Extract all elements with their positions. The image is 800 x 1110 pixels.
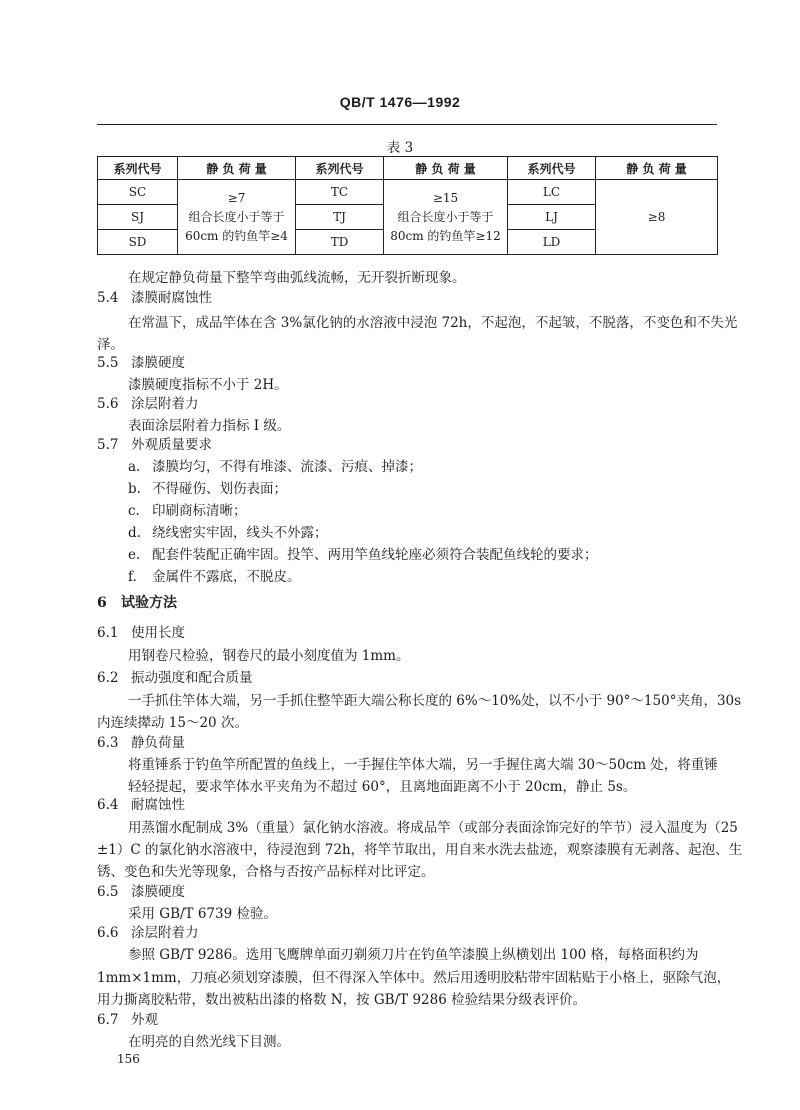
table-caption: 表 3 [386, 140, 414, 156]
section-heading [97, 621, 185, 641]
section-heading [97, 793, 185, 813]
body-line [128, 902, 277, 922]
section-number: a. [128, 459, 141, 475]
section-number: 6.5 [97, 884, 119, 900]
body-line [128, 943, 699, 963]
line-text: 不得碰伤、划伤表面； [152, 481, 287, 497]
line-text: 用钢卷尺检验，钢卷尺的最小刻度值为 1mm。 [128, 648, 410, 664]
line-text: 在明亮的自然光线下目测。 [128, 1034, 290, 1050]
section-number: e. [128, 547, 141, 563]
section-heading [97, 921, 199, 941]
col-header-load-1: 静 负 荷 量 [178, 157, 296, 180]
line-text: 配套件装配正确牢固。投竿、两用竿鱼线轮座必须符合装配鱼线轮的要求； [152, 547, 598, 563]
load-note-line: 组合长度小于等于 [397, 209, 494, 224]
line-text: 漆膜硬度 [131, 884, 185, 900]
code-cell: SJ [98, 205, 178, 230]
line-text: 涂层附着力 [131, 925, 199, 941]
body-line [128, 753, 718, 773]
code-cell: LJ [508, 205, 596, 230]
standard-header: QB/T 1476—1992 [339, 94, 461, 110]
line-text: 在常温下，成品竿体在含 3%氯化钠的水溶液中浸泡 72h，不起泡，不起皱，不脱落，不变色和不失光 [128, 315, 738, 331]
body-line [97, 838, 742, 858]
body-line [97, 860, 435, 880]
section-heading [128, 455, 422, 475]
section-heading [128, 499, 247, 519]
load-cell-group1 [178, 180, 296, 255]
line-text: 用蒸馏水配制成 3%（重量）氯化钠水溶液。将成品竿（或部分表面涂饰完好的竿节）浸入温度为（25 [128, 820, 738, 836]
body-line [128, 373, 288, 393]
section-heading [128, 477, 287, 497]
line-text: 泽。 [97, 337, 124, 353]
line-text: 在规定静负荷量下整竿弯曲弧线流畅，无开裂折断现象。 [128, 270, 466, 286]
section-heading [97, 880, 185, 900]
code-cell: TD [296, 230, 384, 255]
section-number: b. [128, 481, 141, 497]
body-line [128, 266, 466, 286]
line-text: 参照 GB/T 9286。选用飞鹰牌单面刃剃须刀片在钓鱼竿漆膜上纵横划出 100 格，每格面积约为 [128, 947, 699, 963]
body-line [97, 988, 586, 1008]
section-heading [128, 543, 598, 563]
body-line [128, 1030, 290, 1050]
section-number: 5.5 [97, 355, 119, 371]
line-text: 外观质量要求 [131, 437, 212, 453]
line-text: 用力撕离胶粘带，数出被粘出漆的格数 N，按 GB/T 9286 检验结果分级表评价。 [97, 992, 587, 1008]
line-text: 使用长度 [131, 625, 185, 641]
body-line [128, 311, 737, 331]
section-number: 6.2 [97, 670, 119, 686]
col-header-load-3: 静 负 荷 量 [596, 157, 718, 180]
line-text: 绕线密实牢固，线头不外露； [152, 525, 328, 541]
col-header-code-1: 系列代号 [98, 157, 178, 180]
line-text: 轻轻提起，要求竿体水平夹角为不超过 60°，且离地面距离不小于 20cm，静止 5s。 [128, 779, 637, 795]
section-number: 5.7 [97, 437, 119, 453]
line-text: 振动强度和配合质量 [131, 670, 253, 686]
code-cell: SC [98, 180, 178, 205]
col-header-code-3: 系列代号 [508, 157, 596, 180]
section-heading [97, 1008, 158, 1028]
load-note-line: 60cm 的钓鱼竿≥4 [185, 228, 288, 243]
line-text: 漆膜均匀，不得有堆漆、流漆、污痕、掉漆； [152, 459, 422, 475]
body-line [128, 816, 738, 836]
section-heading [128, 521, 328, 541]
line-text: 锈、变色和失光等现象，合格与否按产品标样对比评定。 [97, 864, 435, 880]
line-text: 耐腐蚀性 [131, 797, 185, 813]
section-heading [97, 351, 185, 371]
section-heading [97, 731, 185, 751]
section-number: c. [128, 503, 140, 519]
section-heading [97, 392, 199, 412]
section-number: 6.6 [97, 925, 119, 941]
load-cell-group2 [384, 180, 508, 255]
code-cell: SD [98, 230, 178, 255]
code-cell: LD [508, 230, 596, 255]
table-row [98, 180, 718, 205]
table-header-row [98, 157, 718, 180]
load-note-line: 组合长度小于等于 [188, 209, 285, 224]
line-text: 采用 GB/T 6739 检验。 [128, 906, 277, 922]
load-value: ≥7 [227, 190, 246, 205]
line-text: ±1）C 的氯化钠水溶液中，待浸泡到 72h，将竿节取出，用自来水洗去盐迹，观察漆膜有无剥落、起泡、生 [97, 842, 743, 858]
code-cell: TJ [296, 205, 384, 230]
section-number: 6.4 [97, 797, 119, 813]
body-line [97, 966, 730, 986]
line-text: 外观 [131, 1012, 158, 1028]
section-number: 5.4 [97, 290, 119, 306]
line-text: 将重锤系于钓鱼竿所配置的鱼线上，一手握住竿体大端，另一手握住离大端 30～50cm 处，将重锤 [128, 757, 718, 773]
line-text: 1mm×1mm，刀痕必须划穿漆膜，但不得深入竿体中。然后用透明胶粘带牢固粘贴于小格上，驱除气泡， [97, 970, 731, 986]
body-line [97, 333, 124, 353]
section-number: 6.1 [97, 625, 119, 641]
code-cell: TC [296, 180, 384, 205]
line-text: 漆膜硬度 [131, 355, 185, 371]
line-text: 试验方法 [121, 595, 177, 611]
section-number: d. [128, 525, 141, 541]
section-number: 6.3 [97, 735, 119, 751]
line-text: 漆膜硬度指标不小于 2H。 [128, 377, 288, 393]
line-text: 印刷商标清晰； [152, 503, 247, 519]
body-line [128, 414, 290, 434]
body-line [128, 689, 741, 709]
section-number: 5.6 [97, 396, 119, 412]
body-line [97, 711, 248, 731]
section-heading [97, 666, 253, 686]
col-header-load-2: 静 负 荷 量 [384, 157, 508, 180]
section-number: 6.7 [97, 1012, 119, 1028]
line-text: 表面涂层附着力指标 Ⅰ 级。 [128, 418, 291, 434]
section-heading [97, 433, 212, 453]
line-text: 涂层附着力 [131, 396, 199, 412]
line-text: 漆膜耐腐蚀性 [131, 290, 212, 306]
section-heading [97, 592, 177, 612]
load-cell-group3: ≥8 [596, 180, 718, 255]
line-text: 内连续撵动 15～20 次。 [97, 715, 248, 731]
code-cell: LC [508, 180, 596, 205]
load-value: ≥15 [432, 190, 459, 205]
section-number: f. [128, 569, 137, 585]
load-note-line: 80cm 的钓鱼竿≥12 [390, 228, 501, 243]
body-line [128, 775, 636, 795]
section-heading [128, 565, 301, 585]
line-text: 一手抓住竿体大端，另一手抓住整竿距大端公称长度的 6%～10%处，以不小于 90°～150°夹角，30s [128, 693, 742, 709]
col-header-code-2: 系列代号 [296, 157, 384, 180]
section-heading [97, 286, 212, 306]
section-number: 6 [97, 595, 107, 611]
page-number: 156 [117, 1052, 140, 1066]
line-text: 金属件不露底，不脱皮。 [152, 569, 301, 585]
load-table [97, 156, 718, 255]
line-text: 静负荷量 [131, 735, 185, 751]
body-line [128, 644, 409, 664]
header-rule [97, 124, 717, 125]
